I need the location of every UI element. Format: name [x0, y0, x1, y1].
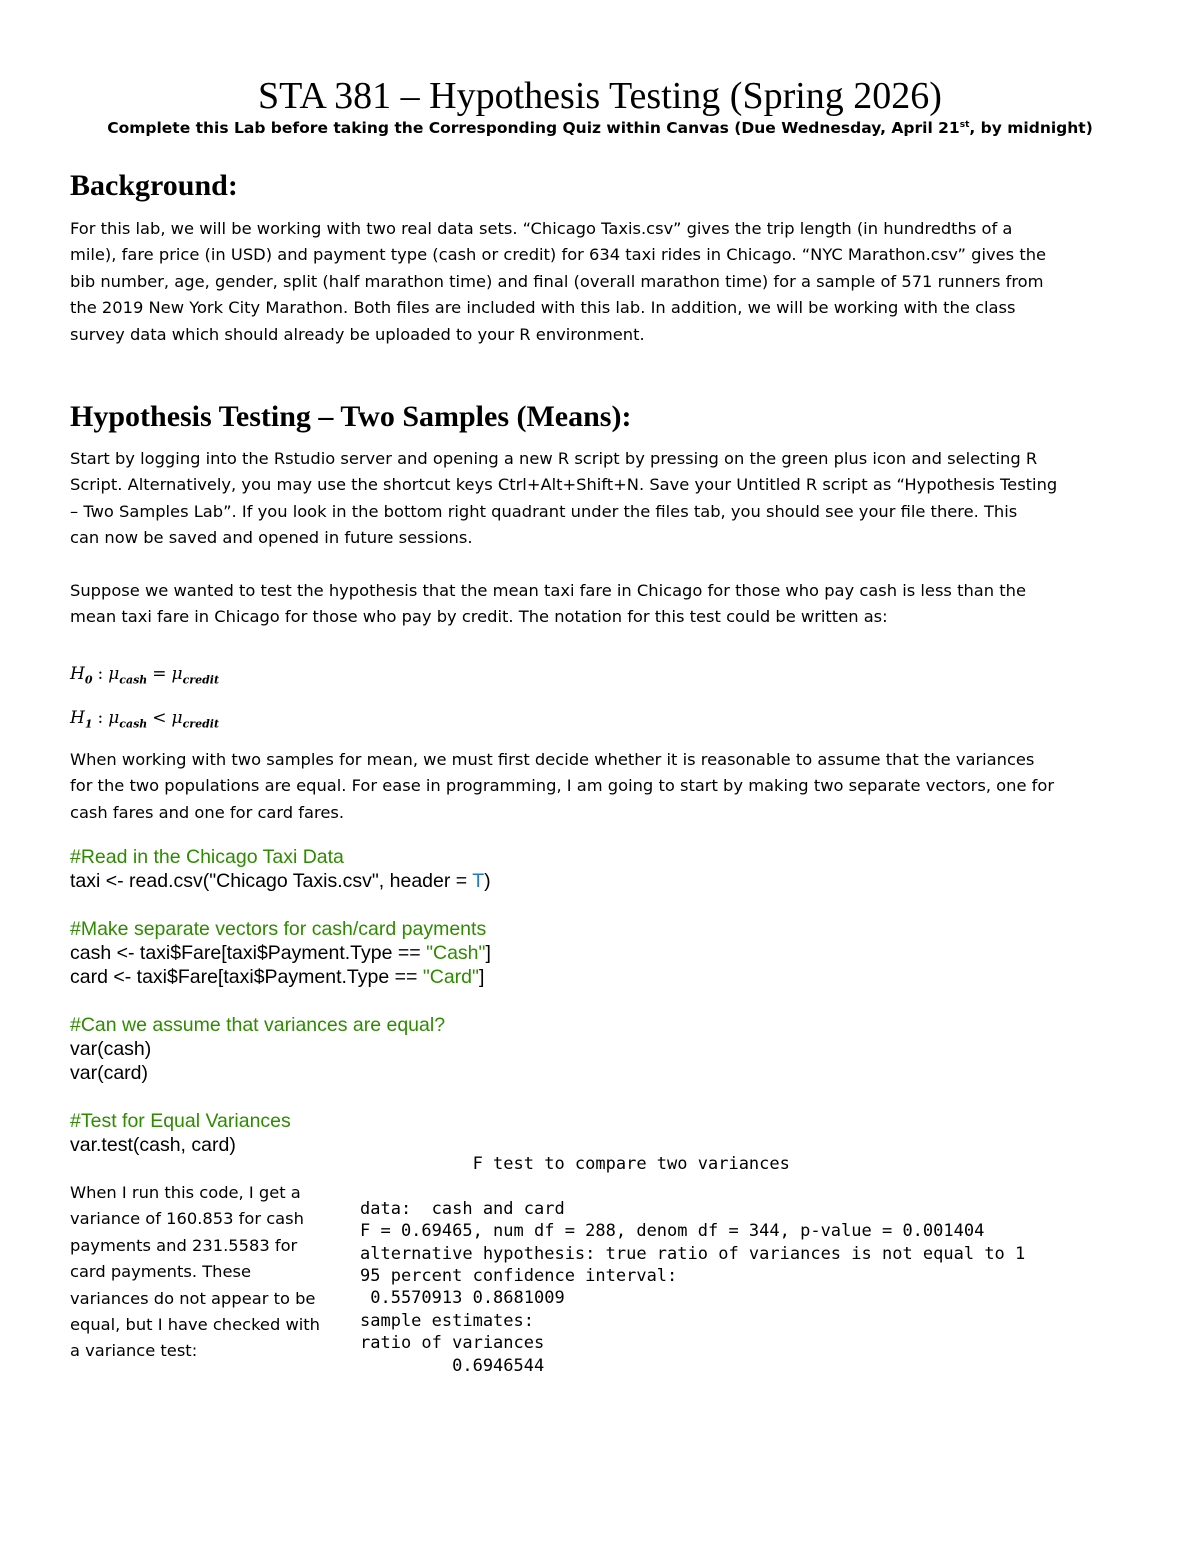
mu-symbol: μ — [108, 664, 120, 684]
code-comment: #Can we assume that variances are equal? — [70, 1014, 446, 1036]
mu-symbol: μ — [171, 664, 183, 684]
code-text: taxi <- read.csv("Chicago Taxis.csv", header = — [70, 870, 473, 892]
code-line — [70, 869, 491, 893]
side-line: card payments. These — [70, 1262, 251, 1282]
when-line: cash fares and one for card fares. — [70, 802, 345, 822]
code-keyword: T — [472, 870, 485, 892]
h-symbol: H — [70, 664, 85, 684]
r-code-block — [70, 845, 491, 1157]
suppose-line: Suppose we wanted to test the hypothesis that the mean taxi fare in Chicago for those who pay cash is less than the — [70, 581, 1026, 600]
code-text: ) — [484, 870, 491, 892]
intro-line: Script. Alternatively, you may use the shortcut keys Ctrl+Alt+Shift+N. Save your Untitled R script as “Hypothesis Testing — [70, 475, 1058, 495]
suppose-line: mean taxi fare in Chicago for those who pay by credit. The notation for this test could be written as: — [70, 607, 888, 627]
console-line: sample estimates: — [360, 1310, 534, 1331]
code-blank — [70, 893, 491, 917]
side-line: When I run this code, I get a — [70, 1183, 301, 1202]
console-line: 0.5570913 0.8681009 — [360, 1288, 565, 1309]
code-blank — [70, 1085, 491, 1109]
h-subscript: 1 — [84, 717, 93, 731]
background-line: the 2019 New York City Marathon. Both files are included with this lab. In addition, we will be working with the class — [70, 298, 1016, 318]
console-line: alternative hypothesis: true ratio of variances is not equal to 1 — [360, 1243, 1026, 1264]
console-line: ratio of variances — [360, 1333, 545, 1354]
code-line — [70, 965, 491, 989]
subtitle-ordinal: st — [959, 119, 970, 130]
console-line: F test to compare two variances — [360, 1154, 790, 1174]
console-line: 95 percent confidence interval: — [360, 1266, 678, 1287]
side-line: variance of 160.853 for cash — [70, 1209, 304, 1229]
console-output — [360, 1153, 1025, 1377]
mu-symbol: μ — [108, 708, 120, 728]
side-line: payments and 231.5583 for — [70, 1235, 298, 1255]
equals-operator: = — [152, 664, 167, 684]
colon: : — [97, 708, 104, 728]
page-subtitle — [0, 117, 1200, 139]
intro-line: can now be saved and opened in future sessions. — [70, 528, 473, 548]
code-text: ] — [478, 966, 485, 988]
code-line: var(cash) — [70, 1038, 152, 1060]
side-line: a variance test: — [70, 1341, 198, 1361]
side-line: variances do not appear to be — [70, 1288, 316, 1308]
when-paragraph — [70, 747, 1135, 826]
page-title: STA 381 – Hypothesis Testing (Spring 2026) — [258, 75, 942, 117]
code-comment: #Test for Equal Variances — [70, 1110, 291, 1132]
background-line: bib number, age, gender, split (half marathon time) and final (overall marathon time) for a sample of 571 runners from — [70, 271, 1044, 291]
intro-paragraph — [70, 446, 1135, 552]
intro-line: – Two Samples Lab”. If you look in the bottom right quadrant under the files tab, you should see your file there. This — [70, 501, 1018, 521]
code-line: var.test(cash, card) — [70, 1134, 236, 1156]
mu-subscript: cash — [119, 673, 148, 687]
code-text: card <- taxi$Fare[taxi$Payment.Type == — [70, 966, 423, 988]
code-text: ] — [485, 942, 491, 964]
console-line: F = 0.69465, num df = 288, denom df = 344, p-value = 0.001404 — [360, 1221, 985, 1242]
side-line: equal, but I have checked with — [70, 1315, 320, 1335]
subtitle-text: Complete this Lab before taking the Corresponding Quiz within Canvas (Due Wednesday, April 21 — [107, 119, 960, 137]
h-subscript: 0 — [84, 673, 93, 687]
less-than-operator: < — [152, 708, 167, 728]
console-line: 0.6946544 — [360, 1355, 545, 1376]
console-line: data: cash and card — [360, 1198, 565, 1219]
intro-line: Start by logging into the Rstudio server and opening a new R script by pressing on the green plus icon and selecting R — [70, 449, 1038, 468]
background-line: mile), fare price (in USD) and payment type (cash or credit) for 634 taxi rides in Chicago. “NYC Marathon.csv” gives the — [70, 245, 1047, 265]
section-heading: Hypothesis Testing – Two Samples (Means): — [70, 400, 632, 433]
background-heading: Background: — [70, 169, 238, 202]
when-line: for the two populations are equal. For ease in programming, I am going to start by making two separate vectors, one for — [70, 776, 1055, 796]
console-line — [360, 1175, 1025, 1197]
subtitle-end: , by midnight) — [969, 119, 1093, 137]
suppose-paragraph — [70, 578, 1135, 631]
colon: : — [97, 664, 104, 684]
code-text: cash <- taxi$Fare[taxi$Payment.Type == — [70, 942, 427, 964]
code-string: "Card" — [422, 966, 479, 988]
alternative-hypothesis — [70, 706, 219, 736]
code-blank — [70, 989, 491, 1013]
code-string: "Cash" — [426, 942, 486, 964]
mu-subscript: cash — [119, 717, 148, 731]
when-line: When working with two samples for mean, we must first decide whether it is reasonable to assume that the variances — [70, 750, 1035, 769]
code-line: var(card) — [70, 1062, 149, 1084]
mu-subscript: credit — [182, 717, 220, 731]
code-line — [70, 941, 491, 965]
h-symbol: H — [70, 708, 85, 728]
side-explanation — [70, 1180, 348, 1365]
mu-subscript: credit — [182, 673, 220, 687]
mu-symbol: μ — [171, 708, 183, 728]
null-hypothesis — [70, 662, 219, 692]
background-paragraph — [70, 216, 1135, 348]
background-line: For this lab, we will be working with two real data sets. “Chicago Taxis.csv” gives the trip length (in hundredths of a — [70, 219, 1013, 238]
code-comment: #Make separate vectors for cash/card payments — [70, 918, 487, 940]
background-line: survey data which should already be uploaded to your R environment. — [70, 324, 645, 344]
code-comment: #Read in the Chicago Taxi Data — [70, 846, 344, 868]
